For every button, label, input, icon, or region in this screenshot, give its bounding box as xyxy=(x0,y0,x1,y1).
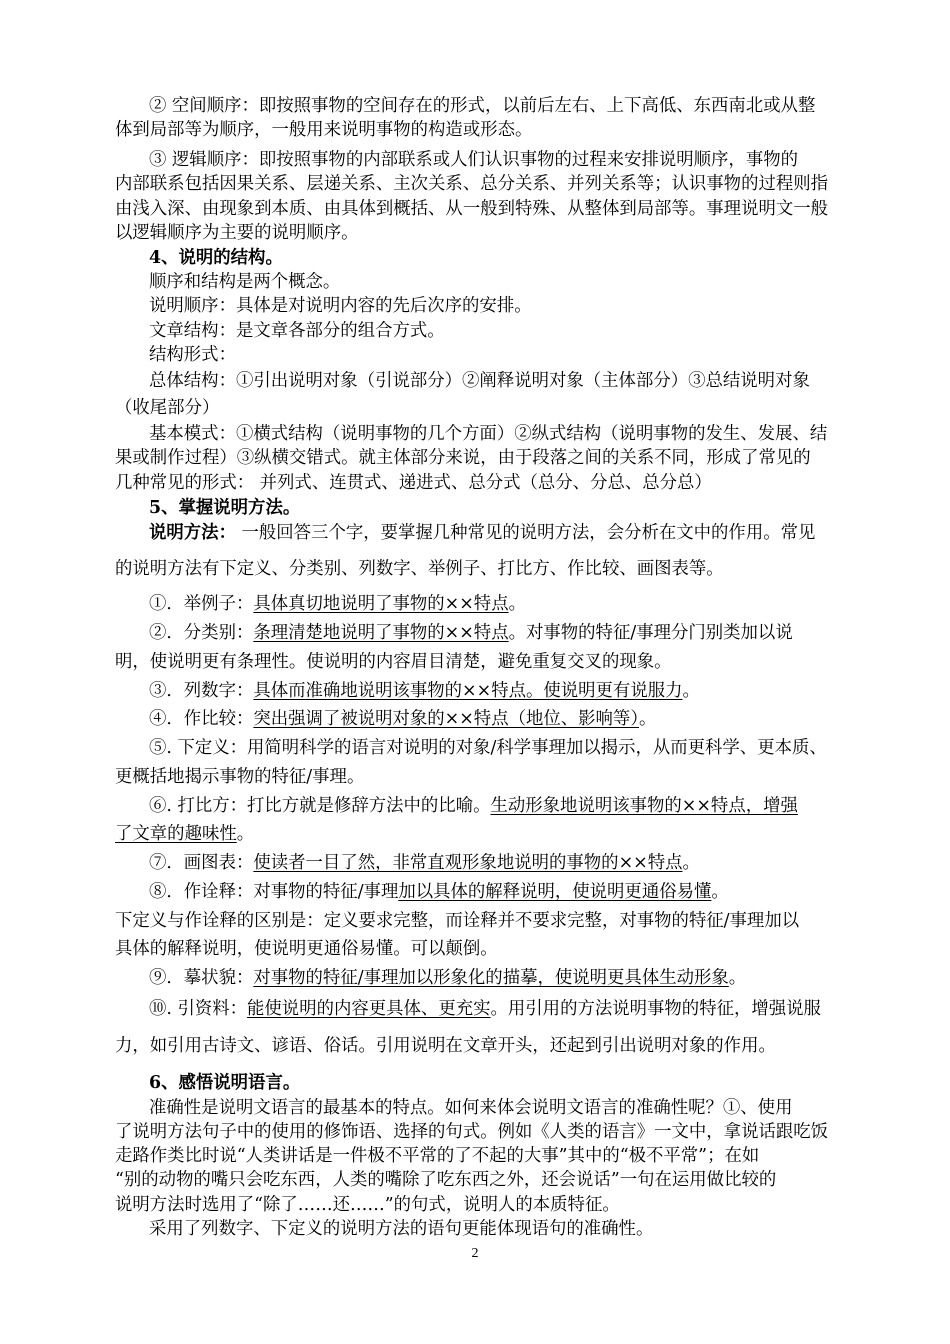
section-heading: 5、掌握说明方法。 xyxy=(149,498,301,518)
text-line: 明，使说明更有条理性。使说明的内容眉目清楚，避免重复交叉的现象。 xyxy=(115,652,672,672)
method-item: ⑨．摹状貌：对事物的特征/事理加以形象化的描摹，使说明更具体生动形象。 xyxy=(149,968,747,988)
method-item: ⑩. 引资料：能使说明的内容更具体、更充实。用引用的方法说明事物的特征，增强说服 xyxy=(149,999,821,1019)
text-line: 几种常见的形式： 并列式、连贯式、递进式、总分式（总分、分总、总分总） xyxy=(115,473,712,493)
method-item: ⑧．作诠释：对事物的特征/事理加以具体的解释说明，使说明更通俗易懂。 xyxy=(149,882,729,902)
text-line: 力，如引用古诗文、谚语、俗话。引用说明在文章开头，还起到引出说明对象的作用。 xyxy=(115,1036,776,1056)
text-line: 基本模式：①横式结构（说明事物的几个方面）②纵式结构（说明事物的发生、发展、结 xyxy=(149,424,828,444)
text-line: 总体结构：①引出说明对象（引说部分）②阐释说明对象（主体部分）③总结说明对象 xyxy=(149,371,810,391)
method-item: ②．分类别：条理清楚地说明了事物的××特点。对事物的特征/事理分门别类加以说 xyxy=(149,623,793,643)
text-line: 更概括地揭示事物的特征/事理。 xyxy=(115,767,365,787)
text-line: 以逻辑顺序为主要的说明顺序。 xyxy=(115,223,359,243)
text-line: 说明顺序：具体是对说明内容的先后次序的安排。 xyxy=(149,296,532,316)
text-line: 果或制作过程）③纵横交错式。就主体部分来说，由于段落之间的关系不同，形成了常见的 xyxy=(115,448,811,468)
method-item: ⑤. 下定义：用简明科学的语言对说明的对象/科学事理加以揭示，从而更科学、更本质、 xyxy=(149,738,827,758)
page-number: 2 xyxy=(471,1246,479,1261)
text-line: 说明方法： 一般回答三个字，要掌握几种常见的说明方法，会分析在文中的作用。常见 xyxy=(149,523,816,543)
method-item: ④．作比较：突出强调了被说明对象的××特点（地位、影响等）。 xyxy=(149,709,657,729)
text-line: （收尾部分） xyxy=(115,398,220,418)
method-item: ①．举例子：具体真切地说明了事物的××特点。 xyxy=(149,594,526,614)
text-line: 采用了列数字、下定义的说明方法的语句更能体现语句的准确性。 xyxy=(149,1219,654,1239)
section-heading: 4、说明的结构。 xyxy=(149,248,283,268)
text-line: 准确性是说明文语言的最基本的特点。如何来体会说明文语言的准确性呢？①、使用 xyxy=(149,1098,793,1118)
text-line: 体到局部等为顺序，一般用来说明事物的构造或形态。 xyxy=(115,120,533,140)
text-line: 说明方法时选用了“除了……还……”的句式，说明人的本质特征。 xyxy=(115,1195,620,1215)
text-line: ③ 逻辑顺序：即按照事物的内部联系或人们认识事物的过程来安排说明顺序，事物的 xyxy=(149,150,798,170)
text-line: 内部联系包括因果关系、层递关系、主次关系、总分关系、并列关系等；认识事物的过程则指 xyxy=(115,174,829,194)
text-line: 走路作类比时说“人类讲话是一件极不平常的了不起的大事”其中的“极不平常”；在如 xyxy=(115,1146,760,1166)
text-line: 的说明方法有下定义、分类别、列数字、举例子、打比方、作比较、画图表等。 xyxy=(115,559,724,579)
text-line: 文章结构：是文章各部分的组合方式。 xyxy=(149,321,445,341)
text-line: 了说明方法句子中的使用的修饰语、选择的句式。例如《人类的语言》一文中，拿说话跟吃饭 xyxy=(115,1122,829,1142)
text-line: ② 空间顺序：即按照事物的空间存在的形式，以前后左右、上下高低、东西南北或从整 xyxy=(149,96,816,116)
text-line: 下定义与作诠释的区别是：定义要求完整，而诠释并不要求完整，对事物的特征/事理加以 xyxy=(115,911,800,931)
method-item: ⑥. 打比方：打比方就是修辞方法中的比喻。生动形象地说明该事物的××特点，增强 xyxy=(149,796,798,816)
text-line: 顺序和结构是两个概念。 xyxy=(149,272,341,292)
text-line: 结构形式： xyxy=(149,345,236,365)
method-item: ⑦．画图表：使读者一目了然，非常直观形象地说明的事物的××特点。 xyxy=(149,853,700,873)
text-line: 具体的解释说明，使说明更通俗易懂。可以颠倒。 xyxy=(115,939,498,959)
section-heading: 6、感悟说明语言。 xyxy=(149,1073,301,1093)
method-item: ③．列数字：具体而准确地说明该事物的××特点。使说明更有说服力。 xyxy=(149,681,700,701)
text-line: 了文章的趣味性。 xyxy=(115,824,255,844)
text-line: “别的动物的嘴只会吃东西，人类的嘴除了吃东西之外，还会说话”一句在运用做比较的 xyxy=(115,1170,777,1190)
text-line: 由浅入深、由现象到本质、由具体到概括、从一般到特殊、从整体到局部等。事理说明文一般 xyxy=(115,199,829,219)
